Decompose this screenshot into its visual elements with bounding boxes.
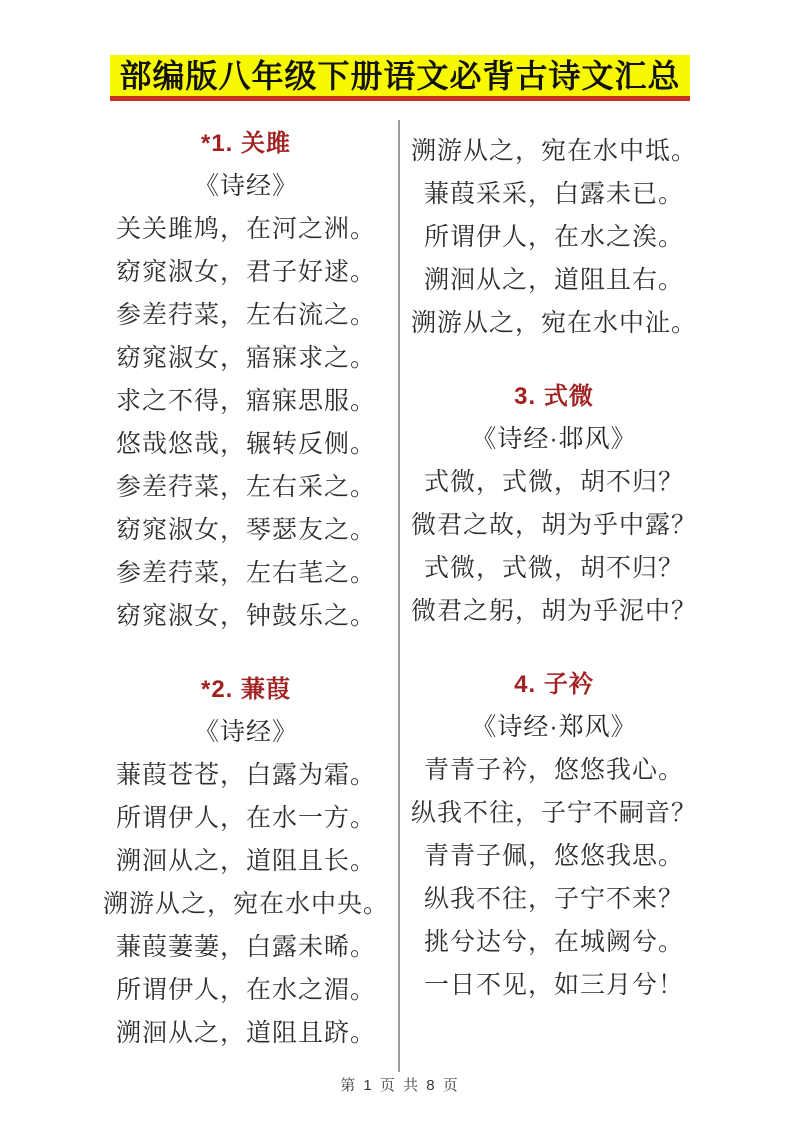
poem-line: 蒹葭苍苍，白露为霜。 (115, 760, 376, 789)
poem-line: 一日不见，如三月兮！ (423, 970, 684, 999)
poem-source: 《诗经》 (193, 717, 298, 746)
poem-line: 关关雎鸠，在河之洲。 (115, 214, 376, 243)
poem-line: 参差荇菜，左右流之。 (115, 300, 376, 329)
poem-line: 溯洄从之，道阻且跻。 (115, 1018, 376, 1047)
poem-line: 溯游从之，宛在水中沚。 (410, 308, 697, 337)
poem-line: 蒹葭萋萋，白露未晞。 (115, 932, 376, 961)
poem-line: 纵我不往，子宁不嗣音？ (410, 798, 697, 827)
poem-line: 青青子佩，悠悠我思。 (423, 841, 684, 870)
poem-line: 所谓伊人，在水之涘。 (423, 222, 684, 251)
page-number: 第 1 页 共 8 页 (340, 1077, 460, 1094)
poem-source: 《诗经·邶风》 (471, 424, 637, 453)
section-heading: 4. 子衿 (514, 671, 594, 698)
poem-line: 式微，式微，胡不归？ (423, 467, 684, 496)
section-heading: 3. 式微 (514, 383, 594, 410)
poem-line: 青青子衿，悠悠我心。 (423, 755, 684, 784)
poem-line: 参差荇菜，左右采之。 (115, 472, 376, 501)
section-heading: *2. 蒹葭 (200, 676, 292, 703)
poem-line: 式微，式微，胡不归？ (423, 553, 684, 582)
poem-line: 参差荇菜，左右芼之。 (115, 558, 376, 587)
poem-line: 溯洄从之，道阻且右。 (423, 265, 684, 294)
poem-line: 溯游从之，宛在水中坻。 (410, 136, 697, 165)
poem-line: 窈窕淑女，寤寐求之。 (115, 343, 376, 372)
poem-line: 悠哉悠哉，辗转反侧。 (115, 429, 376, 458)
poem-line: 求之不得，寤寐思服。 (115, 386, 376, 415)
poem-source: 《诗经》 (193, 171, 298, 200)
poem-source: 《诗经·郑风》 (471, 712, 637, 741)
poem-line: 微君之故，胡为乎中露？ (410, 510, 697, 539)
poem-line: 窈窕淑女，君子好逑。 (115, 257, 376, 286)
poem-line: 蒹葭采采，白露未已。 (423, 179, 684, 208)
page-title: 部编版八年级下册语文必背古诗文汇总 (110, 55, 689, 101)
poem-line: 所谓伊人，在水之湄。 (115, 975, 376, 1004)
poem-line: 窈窕淑女，钟鼓乐之。 (115, 601, 376, 630)
section-heading: *1. 关雎 (200, 130, 292, 157)
poem-line: 溯游从之，宛在水中央。 (102, 889, 389, 918)
poem-line: 窈窕淑女，琴瑟友之。 (115, 515, 376, 544)
poem-line: 所谓伊人，在水一方。 (115, 803, 376, 832)
title-bar (0, 55, 800, 101)
column-divider (398, 120, 400, 1072)
right-column (404, 127, 704, 1004)
poem-line: 微君之躬，胡为乎泥中？ (410, 596, 697, 625)
poem-line: 挑兮达兮，在城阙兮。 (423, 927, 684, 956)
poem-line: 纵我不往，子宁不来？ (423, 884, 684, 913)
poem-line: 溯洄从之，道阻且长。 (115, 846, 376, 875)
left-column (96, 119, 396, 1052)
